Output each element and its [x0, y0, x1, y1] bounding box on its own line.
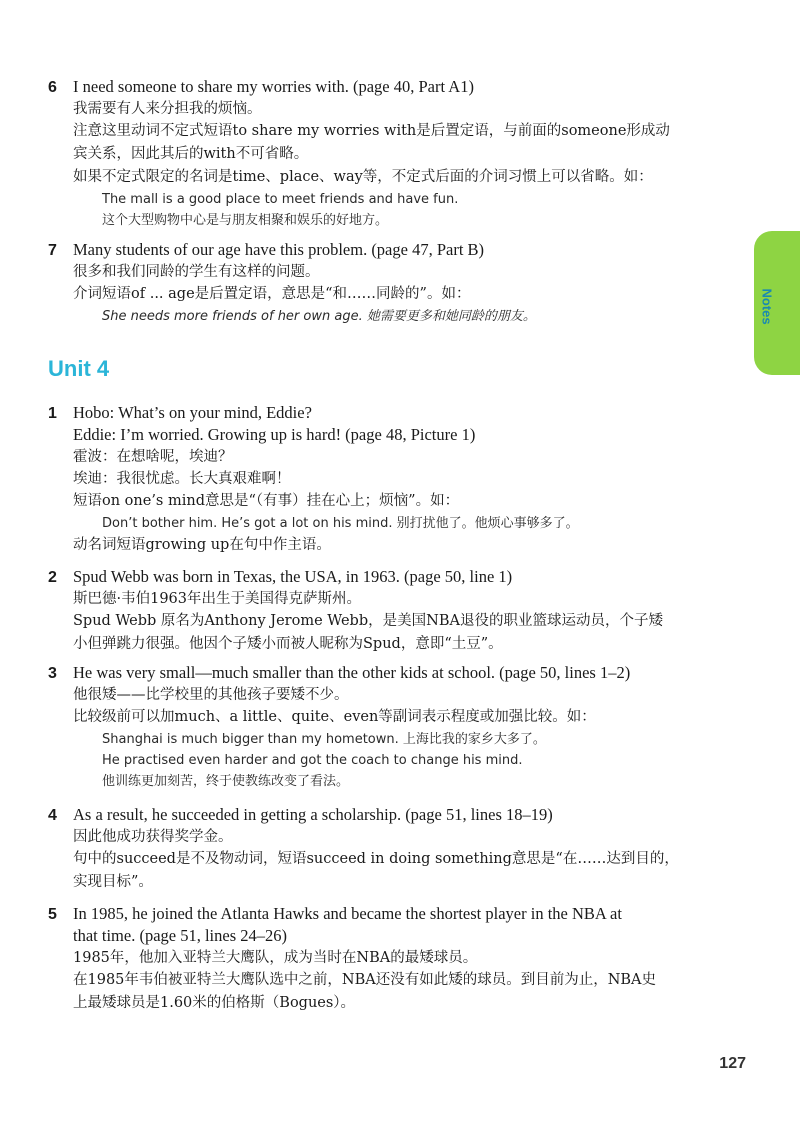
unit-title: Unit 4	[48, 356, 110, 381]
chinese-translation: 斯巴德·韦伯1963年出生于美国得克萨斯州。	[73, 591, 362, 607]
example-sentence: Shanghai is much bigger than my hometown. 上海比我的家乡大多了。	[102, 732, 546, 747]
note-line: 上最矮球员是1.60米的伯格斯（Bogues）。	[73, 995, 356, 1011]
entry-number: 7	[48, 242, 57, 259]
english-sentence: As a result, he succeeded in getting a scholarship. (page 51, lines 18–19)	[73, 805, 553, 824]
note-entry-4	[48, 804, 748, 894]
note-line: 注意这里动词不定式短语to share my worries with是后置定语，与前面的someone形成动	[73, 123, 670, 139]
note-line: 比较级前可以加much、a little、quite、even等副词表示程度或加强比较。如：	[73, 709, 596, 725]
entry-number: 5	[48, 906, 57, 923]
entry-number: 4	[48, 807, 57, 824]
note-line: 动名词短语growing up在句中作主语。	[73, 537, 331, 553]
english-sentence: Hobo: What’s on your mind, Eddie?	[73, 403, 312, 422]
chinese-translation: 霍波：在想啥呢，埃迪？	[73, 449, 233, 465]
chinese-translation: 埃迪：我很忧虑。长大真艰难啊！	[73, 471, 291, 487]
note-entry-5	[48, 903, 748, 1015]
note-line: 如果不定式限定的名词是time、place、way等，不定式后面的介词习惯上可以省略。如：	[73, 169, 653, 185]
note-line: 宾关系，因此其后的with不可省略。	[73, 146, 309, 162]
note-line: 句中的succeed是不及物动词，短语succeed in doing something意思是“在……达到目的，	[73, 851, 679, 867]
note-line: 小但弹跳力很强。他因个子矮小而被人昵称为Spud，意即“土豆”。	[73, 636, 503, 652]
note-entry-1	[48, 402, 748, 557]
example-sentence: She needs more friends of her own age. 她需要更多和她同龄的朋友。	[102, 309, 536, 324]
chinese-translation: 很多和我们同龄的学生有这样的问题。	[73, 264, 320, 280]
page-number: 127	[719, 1055, 746, 1072]
note-line: 在1985年韦伯被亚特兰大鹰队选中之前，NBA还没有如此矮的球员。到目前为止，NBA史	[73, 972, 657, 988]
english-sentence: Spud Webb was born in Texas, the USA, in 1963. (page 50, line 1)	[73, 567, 513, 586]
english-sentence: He was very small—much smaller than the other kids at school. (page 50, lines 1–2)	[73, 663, 631, 682]
example-sentence: He practised even harder and got the coach to change his mind.	[102, 753, 523, 768]
note-entry-3	[48, 662, 748, 792]
chinese-translation: 因此他成功获得奖学金。	[73, 829, 233, 845]
english-sentence: Eddie: I’m worried. Growing up is hard! (page 48, Picture 1)	[73, 425, 476, 444]
english-sentence: I need someone to share my worries with. (page 40, Part A1)	[73, 77, 474, 96]
example-translation: 他训练更加刻苦，终于使教练改变了看法。	[102, 774, 350, 789]
notes-tab-label: Notes	[759, 288, 775, 325]
english-sentence: In 1985, he joined the Atlanta Hawks and became the shortest player in the NBA at	[73, 904, 622, 923]
chinese-translation: 我需要有人来分担我的烦恼。	[73, 101, 262, 117]
entry-number: 3	[48, 665, 57, 682]
chinese-translation: 他很矮——比学校里的其他孩子要矮不少。	[73, 687, 349, 703]
entry-number: 1	[48, 405, 57, 422]
note-line: 介词短语of ... age是后置定语，意思是“和……同龄的”。如：	[73, 286, 471, 302]
english-sentence: that time. (page 51, lines 24–26)	[73, 926, 287, 945]
note-entry-7	[48, 239, 748, 327]
note-line: 短语on one’s mind意思是“（有事）挂在心上；烦恼”。如：	[73, 493, 460, 509]
chinese-translation: 1985年，他加入亚特兰大鹰队，成为当时在NBA的最矮球员。	[73, 950, 478, 966]
note-entry-2	[48, 566, 748, 656]
entry-number: 6	[48, 79, 57, 96]
english-sentence: Many students of our age have this problem. (page 47, Part B)	[73, 240, 485, 259]
note-line: Spud Webb 原名为Anthony Jerome Webb，是美国NBA退役的职业篮球运动员，个子矮	[73, 613, 663, 629]
example-sentence: The mall is a good place to meet friends and have fun.	[102, 192, 459, 207]
note-line: 实现目标”。	[73, 874, 153, 890]
entry-number: 2	[48, 569, 57, 586]
example-translation: 这个大型购物中心是与朋友相聚和娱乐的好地方。	[102, 213, 389, 228]
note-entry-6	[48, 76, 748, 231]
example-sentence: Don’t bother him. He’s got a lot on his mind. 别打扰他了。他烦心事够多了。	[102, 516, 579, 531]
